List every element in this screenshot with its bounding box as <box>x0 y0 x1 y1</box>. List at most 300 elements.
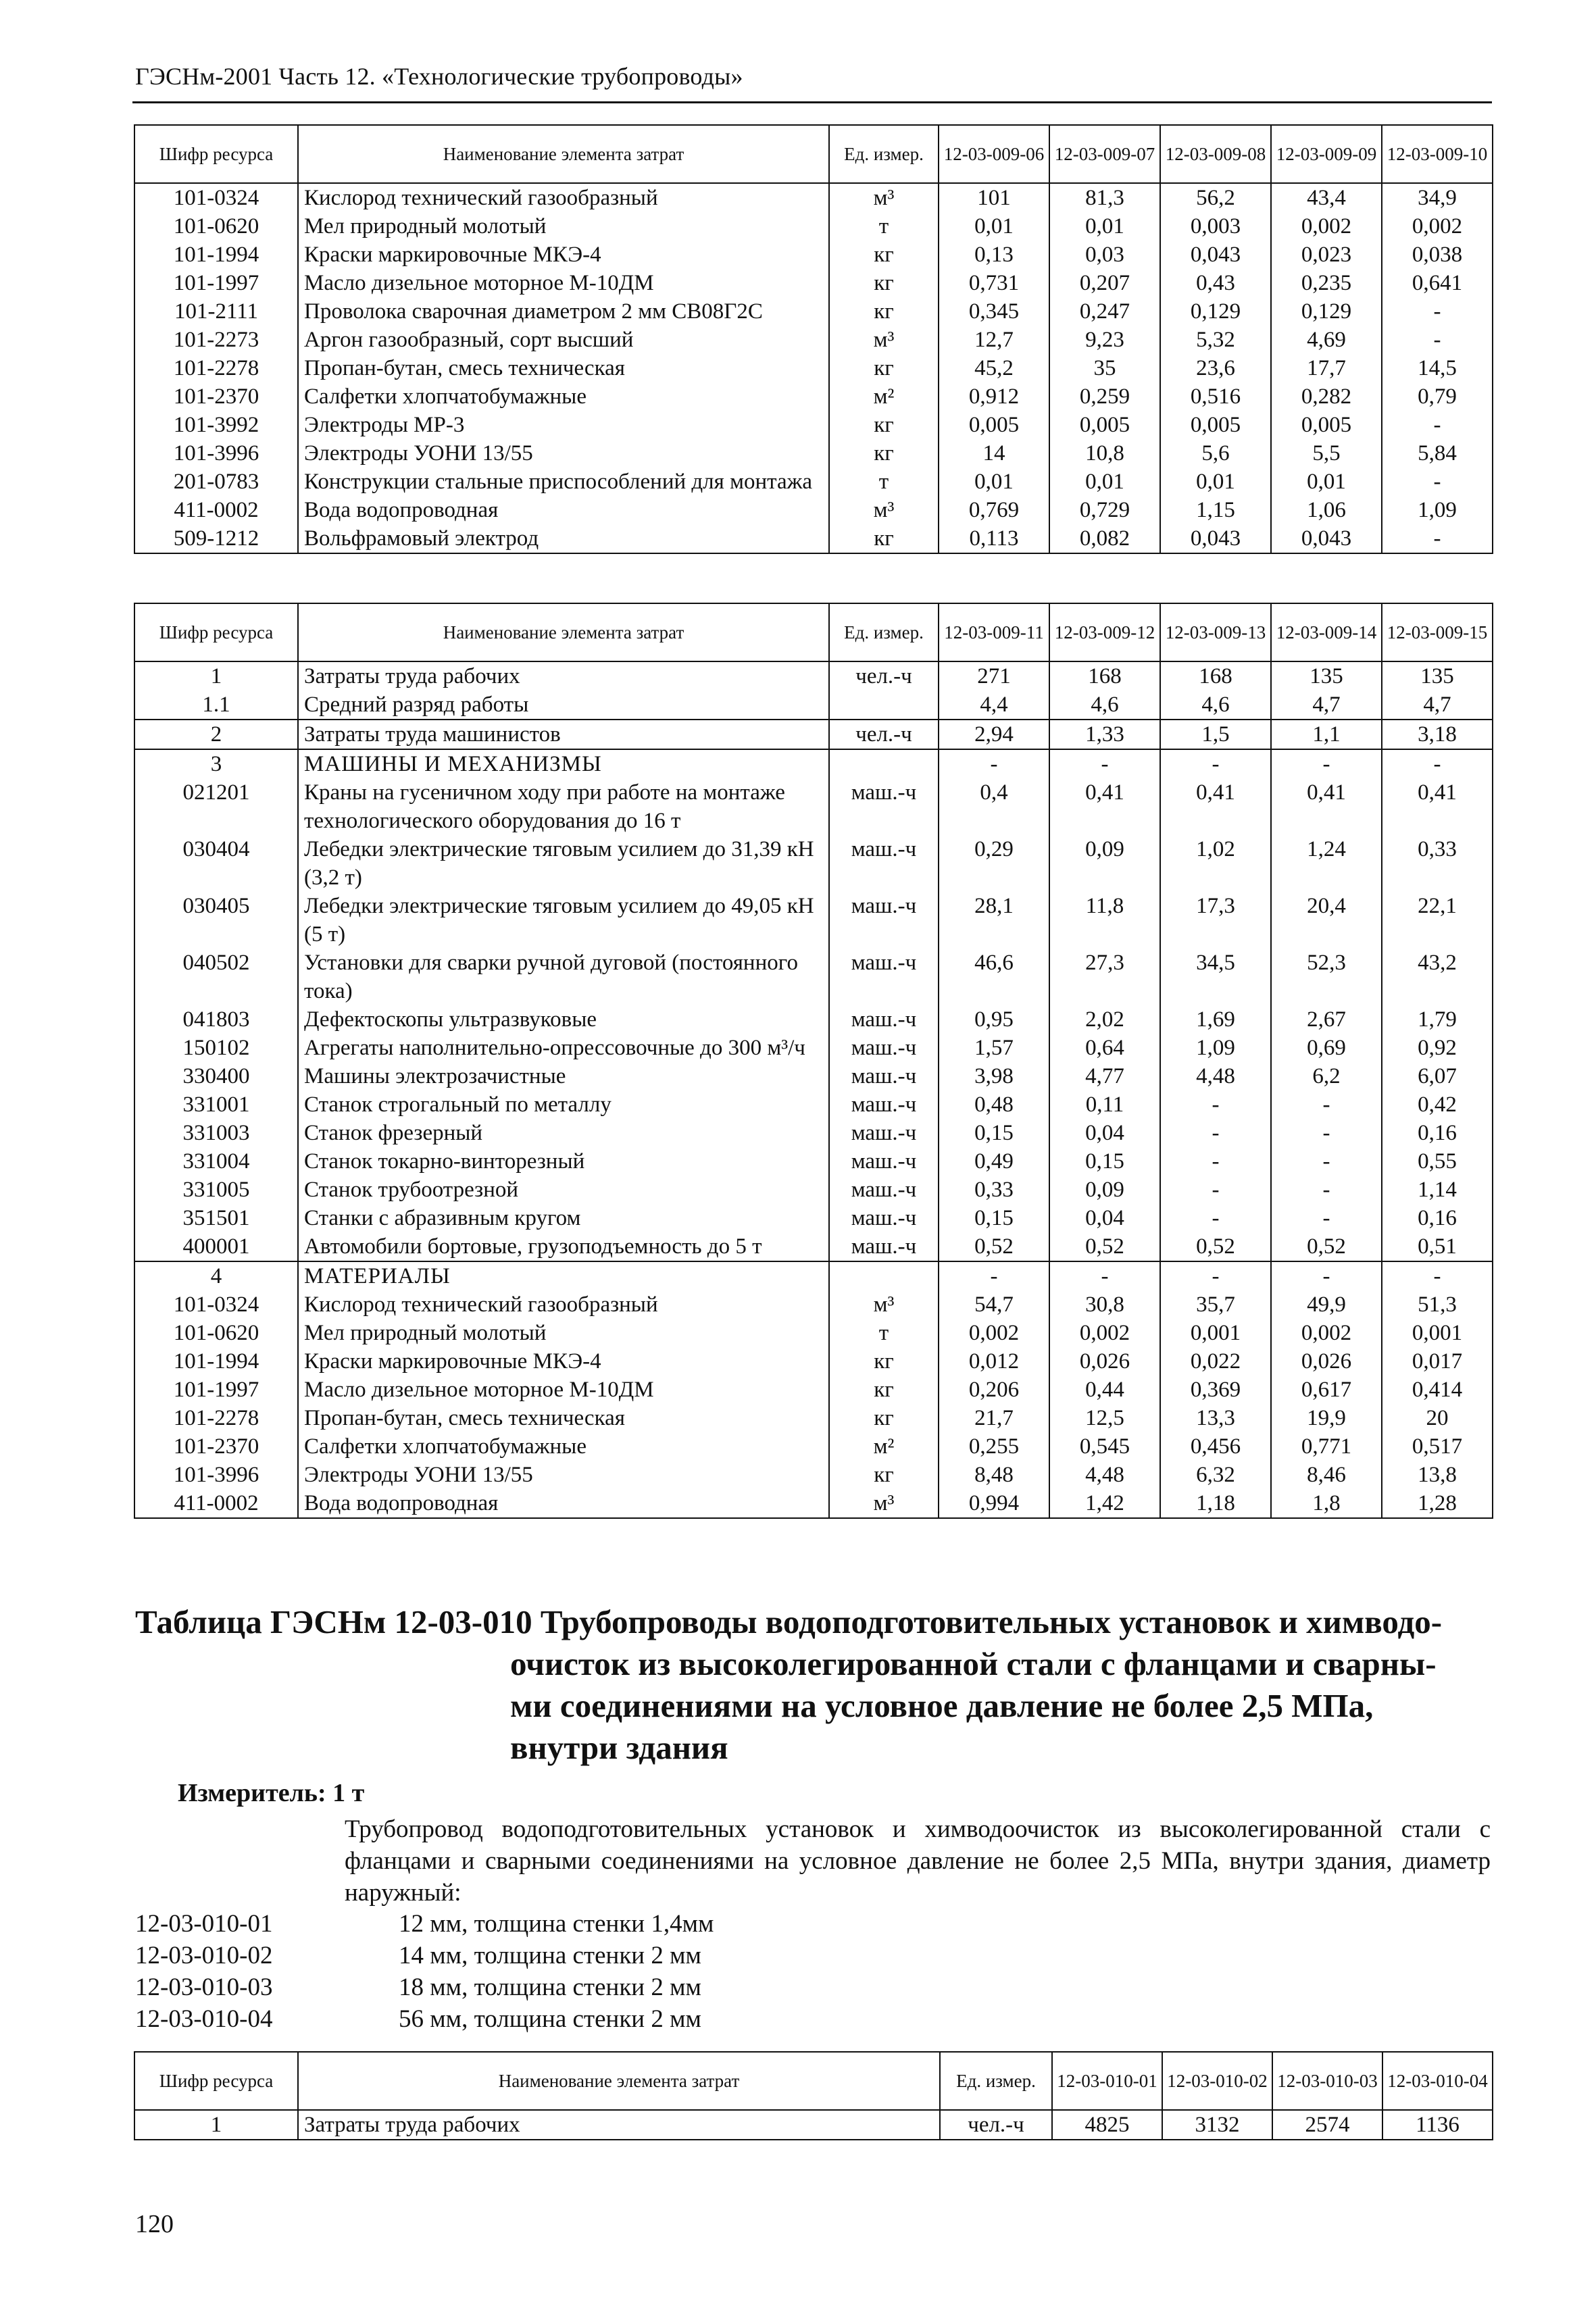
norm-value: 22,1 <box>1382 892 1493 949</box>
table-row <box>134 1347 1493 1376</box>
norm-value: 271 <box>939 661 1049 690</box>
norm-value: 23,6 <box>1160 354 1271 382</box>
norm-value: - <box>1160 1090 1271 1119</box>
unit: кг <box>829 439 939 468</box>
norm-value: 49,9 <box>1271 1290 1382 1319</box>
norm-value: 14 <box>939 439 1049 468</box>
norm-value: 54,7 <box>939 1290 1049 1319</box>
norm-value: 168 <box>1049 661 1160 690</box>
section-title-line: внутри здания <box>510 1729 728 1766</box>
norm-value: 0,41 <box>1160 778 1271 835</box>
resource-name: Автомобили бортовые, грузоподъемность до 5 т <box>298 1232 829 1261</box>
norm-value: 0,52 <box>1160 1232 1271 1261</box>
resource-code: 030404 <box>134 835 298 892</box>
unit: кг <box>829 1461 939 1489</box>
norm-value: 0,516 <box>1160 382 1271 411</box>
norm-value: 1,18 <box>1160 1489 1271 1518</box>
col-header-norm: 12-03-009-07 <box>1049 125 1160 183</box>
resource-code: 101-3996 <box>134 1461 298 1489</box>
unit: м³ <box>829 326 939 354</box>
norm-value: 0,771 <box>1271 1432 1382 1461</box>
norm-value: 0,04 <box>1049 1204 1160 1232</box>
norm-value: - <box>1382 326 1493 354</box>
table-row <box>134 524 1493 553</box>
table-row <box>134 1376 1493 1404</box>
col-header-norm: 12-03-009-13 <box>1160 603 1271 661</box>
unit: маш.-ч <box>829 1119 939 1147</box>
table-row <box>134 1404 1493 1432</box>
section-title-line: очисток из высоколегированной стали с фланцами и сварны- <box>510 1645 1437 1682</box>
table-row <box>134 1090 1493 1119</box>
norm-value: 0,023 <box>1271 241 1382 269</box>
norm-value: - <box>1160 1147 1271 1176</box>
norm-value: 0,64 <box>1049 1034 1160 1062</box>
norm-value: 0,95 <box>939 1005 1049 1034</box>
col-header-norm: 12-03-009-14 <box>1271 603 1382 661</box>
table-row <box>134 661 1493 690</box>
table-row <box>134 326 1493 354</box>
norm-value: - <box>1160 1176 1271 1204</box>
variant-text: 56 мм, толщина стенки 2 мм <box>399 2005 701 2033</box>
norm-value: 4,6 <box>1049 690 1160 720</box>
resource-name: Лебедки электрические тяговым усилием до 49,05 кН (5 т) <box>298 892 829 949</box>
resource-name: Установки для сварки ручной дуговой (постоянного тока) <box>298 949 829 1005</box>
unit: кг <box>829 1376 939 1404</box>
unit: маш.-ч <box>829 1062 939 1090</box>
resource-code: 040502 <box>134 949 298 1005</box>
unit: чел.-ч <box>940 2110 1052 2140</box>
col-header-norm: 12-03-009-10 <box>1382 125 1493 183</box>
unit: м³ <box>829 496 939 524</box>
unit: кг <box>829 354 939 382</box>
norm-value: 34,9 <box>1382 183 1493 212</box>
norm-value: 35 <box>1049 354 1160 382</box>
table-row <box>134 1176 1493 1204</box>
resource-name: Краски маркировочные МКЭ-4 <box>298 241 829 269</box>
table-row <box>134 297 1493 326</box>
resource-name: Краски маркировочные МКЭ-4 <box>298 1347 829 1376</box>
norm-value: 4,6 <box>1160 690 1271 720</box>
table-row <box>134 354 1493 382</box>
measure-label: Измеритель: <box>178 1779 326 1807</box>
norm-value: - <box>1271 1261 1382 1290</box>
resource-name: Затраты труда машинистов <box>298 720 829 749</box>
norm-value: 0,01 <box>1271 468 1382 496</box>
norm-value: 0,16 <box>1382 1119 1493 1147</box>
unit: м² <box>829 382 939 411</box>
col-header-unit: Ед. измер. <box>829 603 939 661</box>
norm-value: 0,003 <box>1160 212 1271 241</box>
norm-value: 0,51 <box>1382 1232 1493 1261</box>
norm-value: 0,01 <box>1049 468 1160 496</box>
unit: кг <box>829 241 939 269</box>
unit <box>829 749 939 778</box>
norm-value: 4,4 <box>939 690 1049 720</box>
resource-name: Краны на гусеничном ходу при работе на монтаже технологического оборудования до 16 т <box>298 778 829 835</box>
norm-value: 8,46 <box>1271 1461 1382 1489</box>
norm-value: 30,8 <box>1049 1290 1160 1319</box>
resource-name: Затраты труда рабочих <box>298 2110 940 2140</box>
table-row <box>134 720 1493 749</box>
norm-value: 0,113 <box>939 524 1049 553</box>
norm-value: 0,017 <box>1382 1347 1493 1376</box>
table-row <box>134 1034 1493 1062</box>
norm-value: 0,01 <box>939 212 1049 241</box>
table-row <box>134 496 1493 524</box>
resource-name: Масло дизельное моторное М-10ДМ <box>298 1376 829 1404</box>
section-title <box>135 1601 1493 1769</box>
norm-value: 0,005 <box>939 411 1049 439</box>
resource-table-009-06-10 <box>134 124 1493 554</box>
unit: т <box>829 212 939 241</box>
resource-name: Затраты труда рабочих <box>298 661 829 690</box>
resource-name: Кислород технический газообразный <box>298 183 829 212</box>
unit: кг <box>829 297 939 326</box>
col-header-code: Шифр ресурса <box>134 125 298 183</box>
norm-value: 12,7 <box>939 326 1049 354</box>
norm-value: 43,4 <box>1271 183 1382 212</box>
norm-value: 0,207 <box>1049 269 1160 297</box>
norm-value: 0,038 <box>1382 241 1493 269</box>
resource-code: 101-0324 <box>134 183 298 212</box>
norm-value: 0,002 <box>1382 212 1493 241</box>
norm-value: - <box>1271 1147 1382 1176</box>
variant-code: 12-03-010-03 <box>135 1973 273 2001</box>
norm-value: 0,41 <box>1271 778 1382 835</box>
resource-name: Средний разряд работы <box>298 690 829 720</box>
norm-value: 0,731 <box>939 269 1049 297</box>
norm-value: 1136 <box>1382 2110 1493 2140</box>
table-row <box>134 892 1493 949</box>
table-row <box>134 1204 1493 1232</box>
col-header-norm: 12-03-009-15 <box>1382 603 1493 661</box>
norm-value: 4,77 <box>1049 1062 1160 1090</box>
col-header-norm: 12-03-009-06 <box>939 125 1049 183</box>
resource-name: Вольфрамовый электрод <box>298 524 829 553</box>
resource-code: 331003 <box>134 1119 298 1147</box>
norm-value: 52,3 <box>1271 949 1382 1005</box>
resource-table-009-11-15 <box>134 603 1493 1519</box>
norm-value: - <box>1271 1176 1382 1204</box>
resource-name: Конструкции стальные приспособлений для монтажа <box>298 468 829 496</box>
norm-value: 0,026 <box>1049 1347 1160 1376</box>
unit: м³ <box>829 1489 939 1518</box>
norm-value: 0,345 <box>939 297 1049 326</box>
norm-value: 2574 <box>1272 2110 1382 2140</box>
unit <box>829 690 939 720</box>
table-row <box>134 183 1493 212</box>
unit: маш.-ч <box>829 1005 939 1034</box>
norm-value: 5,32 <box>1160 326 1271 354</box>
col-header-norm: 12-03-010-03 <box>1272 2052 1382 2110</box>
unit: маш.-ч <box>829 1147 939 1176</box>
unit: кг <box>829 411 939 439</box>
resource-code: 1 <box>134 2110 298 2140</box>
norm-value: 45,2 <box>939 354 1049 382</box>
resource-code: 101-3996 <box>134 439 298 468</box>
table-row <box>134 1290 1493 1319</box>
norm-value: 43,2 <box>1382 949 1493 1005</box>
norm-value: 0,09 <box>1049 835 1160 892</box>
norm-value: 1,42 <box>1049 1489 1160 1518</box>
table-row <box>134 269 1493 297</box>
norm-value: 1,09 <box>1160 1034 1271 1062</box>
table-row <box>134 241 1493 269</box>
norm-value: 1,69 <box>1160 1005 1271 1034</box>
norm-value: 6,2 <box>1271 1062 1382 1090</box>
norm-value: 0,002 <box>1049 1319 1160 1347</box>
norm-value: 0,235 <box>1271 269 1382 297</box>
table-row <box>134 212 1493 241</box>
norm-value: 9,23 <box>1049 326 1160 354</box>
variant-row <box>135 2003 701 2035</box>
table-row <box>134 1005 1493 1034</box>
norm-value: 13,8 <box>1382 1461 1493 1489</box>
norm-value: 0,79 <box>1382 382 1493 411</box>
norm-value: - <box>1271 1090 1382 1119</box>
norm-value: 0,42 <box>1382 1090 1493 1119</box>
resource-code: 101-2278 <box>134 354 298 382</box>
unit: маш.-ч <box>829 835 939 892</box>
norm-value: 2,67 <box>1271 1005 1382 1034</box>
table-row <box>134 690 1493 720</box>
norm-value: - <box>1271 1119 1382 1147</box>
norm-value: 0,641 <box>1382 269 1493 297</box>
norm-value: 0,92 <box>1382 1034 1493 1062</box>
unit: маш.-ч <box>829 1204 939 1232</box>
unit: маш.-ч <box>829 778 939 835</box>
resource-name: Масло дизельное моторное М-10ДМ <box>298 269 829 297</box>
resource-code: 330400 <box>134 1062 298 1090</box>
col-header-unit: Ед. измер. <box>940 2052 1052 2110</box>
table-row <box>134 382 1493 411</box>
table-row <box>134 1489 1493 1518</box>
resource-code: 101-2273 <box>134 326 298 354</box>
norm-value: - <box>939 1261 1049 1290</box>
norm-value: 1,28 <box>1382 1489 1493 1518</box>
norm-value: 2,94 <box>939 720 1049 749</box>
norm-value: 0,15 <box>939 1119 1049 1147</box>
norm-value: 1,79 <box>1382 1005 1493 1034</box>
norm-value: 17,3 <box>1160 892 1271 949</box>
norm-value: 46,6 <box>939 949 1049 1005</box>
norm-value: - <box>1049 1261 1160 1290</box>
norm-value: 0,01 <box>1049 212 1160 241</box>
resource-name: Электроды УОНИ 13/55 <box>298 439 829 468</box>
resource-name: Пропан-бутан, смесь техническая <box>298 354 829 382</box>
norm-value: - <box>1382 468 1493 496</box>
variant-code: 12-03-010-04 <box>135 2005 273 2033</box>
norm-value: 0,414 <box>1382 1376 1493 1404</box>
norm-value: 0,255 <box>939 1432 1049 1461</box>
resource-name: Станок трубоотрезной <box>298 1176 829 1204</box>
table-row <box>134 439 1493 468</box>
variant-row <box>135 1908 714 1940</box>
norm-value: 0,129 <box>1271 297 1382 326</box>
resource-name: Станок токарно-винторезный <box>298 1147 829 1176</box>
unit <box>829 1261 939 1290</box>
norm-value: 20 <box>1382 1404 1493 1432</box>
norm-value: 6,07 <box>1382 1062 1493 1090</box>
resource-code: 400001 <box>134 1232 298 1261</box>
norm-value: 0,69 <box>1271 1034 1382 1062</box>
unit: маш.-ч <box>829 949 939 1005</box>
resource-code: 331005 <box>134 1176 298 1204</box>
norm-value: 4,48 <box>1049 1461 1160 1489</box>
norm-value: - <box>1160 1261 1271 1290</box>
norm-value: 0,517 <box>1382 1432 1493 1461</box>
norm-value: 0,49 <box>939 1147 1049 1176</box>
col-header-code: Шифр ресурса <box>134 603 298 661</box>
norm-value: - <box>1160 1204 1271 1232</box>
norm-value: 0,282 <box>1271 382 1382 411</box>
variant-text: 12 мм, толщина стенки 1,4мм <box>399 1910 714 1938</box>
section-title-line: ми соединениями на условное давление не более 2,5 МПа, <box>510 1687 1374 1724</box>
norm-value: 19,9 <box>1271 1404 1382 1432</box>
table-row <box>134 1261 1493 1290</box>
norm-value: 4,48 <box>1160 1062 1271 1090</box>
norm-value: 0,005 <box>1160 411 1271 439</box>
norm-value: 0,16 <box>1382 1204 1493 1232</box>
norm-value: 11,8 <box>1049 892 1160 949</box>
variant-text: 14 мм, толщина стенки 2 мм <box>399 1942 701 1969</box>
unit: чел.-ч <box>829 661 939 690</box>
norm-value: 8,48 <box>939 1461 1049 1489</box>
resource-code: 3 <box>134 749 298 778</box>
norm-value: 21,7 <box>939 1404 1049 1432</box>
norm-value: 135 <box>1271 661 1382 690</box>
norm-value: 0,48 <box>939 1090 1049 1119</box>
norm-value: 81,3 <box>1049 183 1160 212</box>
unit: т <box>829 1319 939 1347</box>
col-header-norm: 12-03-009-09 <box>1271 125 1382 183</box>
resource-name: Станки с абразивным кругом <box>298 1204 829 1232</box>
col-header-norm: 12-03-010-02 <box>1162 2052 1272 2110</box>
norm-value: 0,043 <box>1160 241 1271 269</box>
norm-value: 56,2 <box>1160 183 1271 212</box>
table-row <box>134 1461 1493 1489</box>
table-row <box>134 1319 1493 1347</box>
unit: м³ <box>829 1290 939 1319</box>
resource-code: 331004 <box>134 1147 298 1176</box>
resource-name: Агрегаты наполнительно-опрессовочные до 300 м³/ч <box>298 1034 829 1062</box>
table-row <box>134 1147 1493 1176</box>
unit: чел.-ч <box>829 720 939 749</box>
norm-value: 4825 <box>1052 2110 1162 2140</box>
norm-value: 20,4 <box>1271 892 1382 949</box>
resource-code: 101-2370 <box>134 382 298 411</box>
resource-code: 1 <box>134 661 298 690</box>
resource-code: 101-1997 <box>134 1376 298 1404</box>
resource-code: 101-1997 <box>134 269 298 297</box>
norm-value: 0,129 <box>1160 297 1271 326</box>
table-row <box>134 1062 1493 1090</box>
norm-value: - <box>939 749 1049 778</box>
unit: маш.-ч <box>829 892 939 949</box>
resource-name: Дефектоскопы ультразвуковые <box>298 1005 829 1034</box>
norm-value: 0,012 <box>939 1347 1049 1376</box>
table-row <box>134 2110 1493 2140</box>
resource-name: Станок фрезерный <box>298 1119 829 1147</box>
resource-name: Аргон газообразный, сорт высший <box>298 326 829 354</box>
norm-value: 0,13 <box>939 241 1049 269</box>
resource-table-010 <box>134 2051 1493 2140</box>
norm-value: 135 <box>1382 661 1493 690</box>
norm-value: 0,043 <box>1160 524 1271 553</box>
col-header-name: Наименование элемента затрат <box>298 603 829 661</box>
resource-code: 2 <box>134 720 298 749</box>
unit: кг <box>829 524 939 553</box>
section-title-line: Таблица ГЭСНм 12-03-010 Трубопроводы водоподготовительных установок и химводо- <box>135 1603 1443 1640</box>
variant-code: 12-03-010-01 <box>135 1910 273 1938</box>
norm-value: 101 <box>939 183 1049 212</box>
norm-value: 0,03 <box>1049 241 1160 269</box>
norm-value: 6,32 <box>1160 1461 1271 1489</box>
unit: маш.-ч <box>829 1176 939 1204</box>
norm-value: - <box>1382 297 1493 326</box>
norm-value: 0,41 <box>1049 778 1160 835</box>
col-header-norm: 12-03-009-11 <box>939 603 1049 661</box>
norm-value: 1,06 <box>1271 496 1382 524</box>
resource-code: 411-0002 <box>134 496 298 524</box>
norm-value: 0,41 <box>1382 778 1493 835</box>
norm-value: 0,43 <box>1160 269 1271 297</box>
norm-value: 5,5 <box>1271 439 1382 468</box>
norm-value: 1,5 <box>1160 720 1271 749</box>
resource-name: МАТЕРИАЛЫ <box>298 1261 829 1290</box>
page-number: 120 <box>135 2210 174 2238</box>
measure-unit <box>178 1778 364 1808</box>
norm-value: 0,29 <box>939 835 1049 892</box>
resource-code: 101-2370 <box>134 1432 298 1461</box>
norm-value: 1,15 <box>1160 496 1271 524</box>
norm-value: 3,18 <box>1382 720 1493 749</box>
unit: кг <box>829 1404 939 1432</box>
resource-name: Машины электрозачистные <box>298 1062 829 1090</box>
norm-value: 4,7 <box>1271 690 1382 720</box>
norm-value: 0,247 <box>1049 297 1160 326</box>
resource-code: 030405 <box>134 892 298 949</box>
norm-value: 0,04 <box>1049 1119 1160 1147</box>
variant-code: 12-03-010-02 <box>135 1942 273 1969</box>
unit: кг <box>829 1347 939 1376</box>
norm-value: 0,082 <box>1049 524 1160 553</box>
norm-value: 28,1 <box>939 892 1049 949</box>
norm-value: 0,206 <box>939 1376 1049 1404</box>
norm-value: 35,7 <box>1160 1290 1271 1319</box>
norm-value: 168 <box>1160 661 1271 690</box>
resource-code: 101-0620 <box>134 1319 298 1347</box>
table-row <box>134 1232 1493 1261</box>
norm-value: 1,24 <box>1271 835 1382 892</box>
table-row <box>134 411 1493 439</box>
norm-value: 5,6 <box>1160 439 1271 468</box>
norm-value: 0,09 <box>1049 1176 1160 1204</box>
resource-name: Салфетки хлопчатобумажные <box>298 382 829 411</box>
norm-value: - <box>1160 749 1271 778</box>
unit: м³ <box>829 183 939 212</box>
norm-value: 1,33 <box>1049 720 1160 749</box>
norm-value: - <box>1271 1204 1382 1232</box>
norm-value: 5,84 <box>1382 439 1493 468</box>
resource-code: 150102 <box>134 1034 298 1062</box>
norm-value: 0,369 <box>1160 1376 1271 1404</box>
col-header-norm: 12-03-009-08 <box>1160 125 1271 183</box>
norm-value: 0,005 <box>1049 411 1160 439</box>
resource-code: 101-2278 <box>134 1404 298 1432</box>
norm-value: 17,7 <box>1271 354 1382 382</box>
unit: маш.-ч <box>829 1090 939 1119</box>
